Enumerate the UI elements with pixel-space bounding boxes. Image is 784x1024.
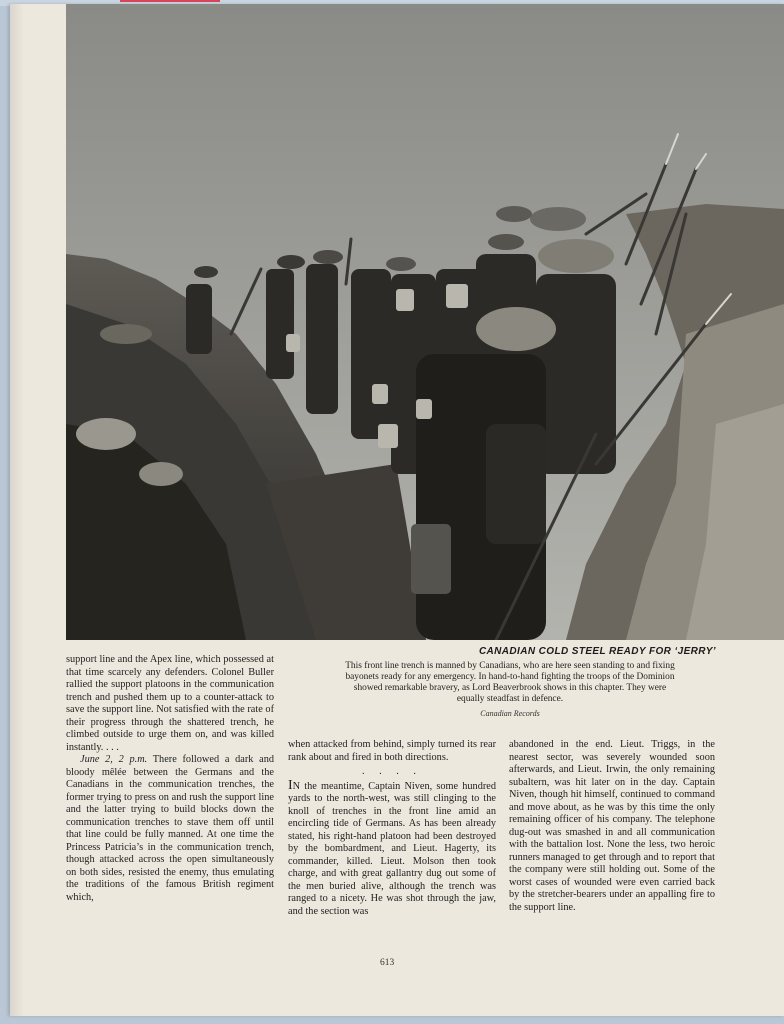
paragraph: when attacked from behind, simply turned its rear rank about and fired in both directions. [288,739,496,763]
photo-credit: Canadian Records [480,709,540,718]
paragraph-text: N the meantime, Captain Niven, some hundred yards to the north-west, was still clinging to the knoll of trenches in the front line amid an encircling tide of Germans. As has been already stated, his right-hand platoon had been destroyed by the bombardment, and Lieut. Hagerty, its commander, killed. Lieut. Molson then took charge, and with great gallantry dug out some of the men buried alive, although the trench was ranged to a nicety. He was shot through the jaw, and the section was [288,780,496,917]
text-column-3 [509,739,715,914]
caption-line: showed remarkable bravery, as Lord Beaverbrook shows in this chapter. They were [353,683,667,693]
caption-line: This front line trench is manned by Canadians, who are here seen standing to and fixing [345,661,675,671]
magazine-page [10,4,784,1016]
caption-title: CANADIAN COLD STEEL READY FOR ‘JERRY’ [478,646,716,657]
caption-line: equally steadfast in defence. [456,694,564,704]
section-break: . . . . [361,766,423,777]
paragraph: support line and the Apex line, which possessed at that time scarcely any defenders. Colonel Buller rallied the support platoons in the communication trench and pushed them up to a counter-attack to save the support line. Not satisfied with the rate of their progress through the shattered trench, he climbed outside to urge them on, and was killed instantly. . . . [66,654,274,753]
photo-caption [298,646,722,718]
date-heading: June 2, 2 p.m. [80,754,148,765]
text-column-1 [66,654,274,904]
caption-line: bayonets ready for any emergency. In hand-to-hand fighting the troops of the Dominion [345,672,675,682]
caption-text [298,661,722,705]
paragraph [288,777,496,919]
page-number: 613 [380,958,395,968]
text-column-2 [288,739,496,918]
page-gutter-shadow [10,4,24,1016]
photo-illustration [66,4,784,640]
drop-cap: I [288,777,293,793]
scan-color-mark [120,0,220,2]
paragraph: abandoned in the end. Lieut. Triggs, in the nearest sector, was severely wounded soon afterwards, and Lieut. Irwin, the only remaining subaltern, was hit later on in the day. Captain Niven, though hit himself, continued to command and move about, as he was by this time the only remaining officer of his company. The telephone dug-out was smashed in and all communication with the battalion lost. None the less, two heroic runners managed to get through and to report that the company were still holding out. Some of the worst cases of wounded were even carried back by the stretcher-bearers under an appalling fire to the support line. [509,739,715,913]
paragraph-text: There followed a dark and bloody mêlée between the Germans and the Canadians in the communication trenches, the former trying to press on and rush the support line and the latter trying to build blocks down the communication trenches to stave them off until that line could be fully manned. At one time the Princess Patricia’s in the communication trench, though attacked across the open simultaneously on both sides, resisted the enemy, thus emulating the traditions of the famous British regiment which, [66,754,274,903]
trench-photograph [66,4,784,640]
paragraph [66,754,274,904]
